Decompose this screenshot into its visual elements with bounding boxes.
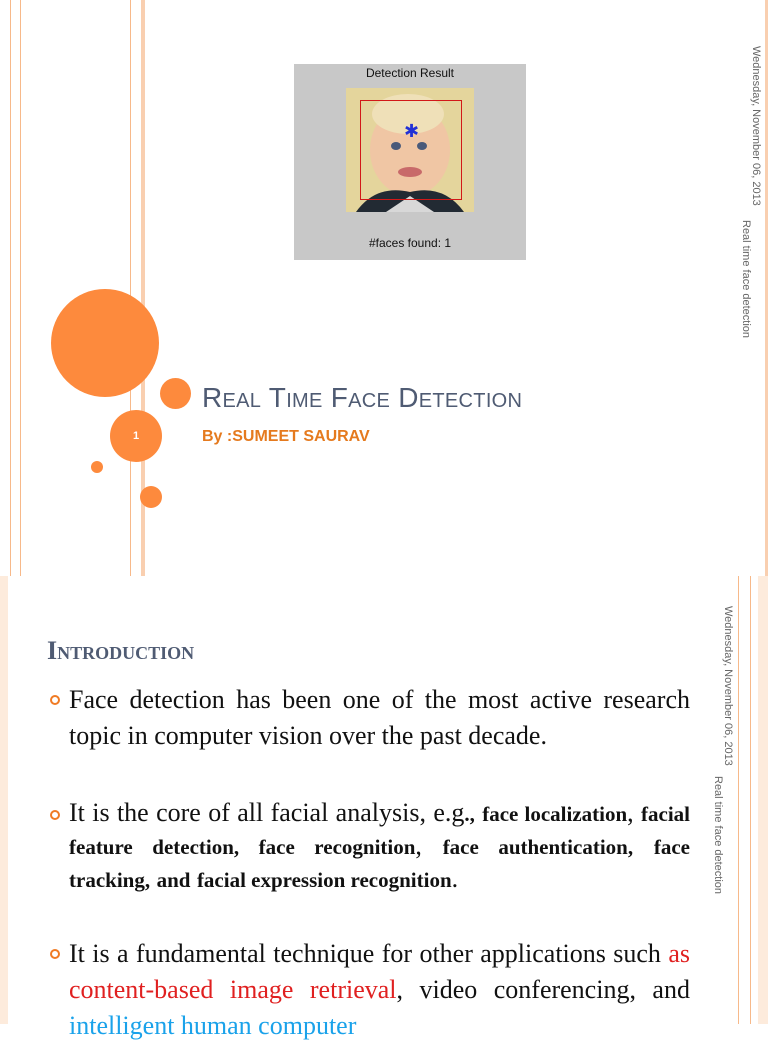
bullet-item	[50, 682, 690, 754]
slide-2	[0, 576, 768, 1040]
decor-line	[20, 0, 21, 576]
side-title: Real time face detection	[740, 220, 752, 339]
decor-circle	[140, 486, 162, 508]
bullet-circle-icon	[50, 949, 60, 959]
slide-number-badge	[110, 410, 162, 462]
decor-line	[10, 0, 11, 576]
decor-line	[738, 576, 739, 1024]
slide-subtitle: By :SUMEET SAURAV	[202, 428, 370, 445]
baby-photo	[346, 88, 474, 212]
bullet-item	[50, 936, 690, 1044]
bullet-text: It is a fundamental technique for other applications such as content-based image retrieval, video conferencing, and intelligent human computer	[69, 939, 690, 1040]
slide-title: Introduction	[47, 636, 195, 665]
decor-line	[750, 576, 751, 1024]
side-date: Wednesday, November 06, 2013	[722, 606, 734, 766]
detection-figure	[294, 64, 526, 260]
side-date: Wednesday, November 06, 2013	[750, 46, 762, 206]
face-center-marker-icon: ✱	[404, 121, 420, 141]
bullet-item	[50, 797, 690, 896]
bullet-text: Face detection has been one of the most active research topic in computer vision over the past decade.	[69, 685, 690, 750]
decor-circle	[91, 461, 103, 473]
bullet-circle-icon	[50, 810, 60, 820]
decor-line	[0, 576, 8, 1024]
side-title: Real time face detection	[712, 776, 724, 895]
detection-box	[360, 100, 462, 200]
slide-number: 1	[132, 430, 140, 442]
figure-title: Detection Result	[365, 66, 455, 80]
decor-circle	[51, 289, 159, 397]
bullet-circle-icon	[50, 695, 60, 705]
slide-title: Real Time Face Detection	[202, 382, 523, 413]
figure-caption: #faces found: 1	[368, 236, 452, 250]
decor-circle	[160, 378, 191, 409]
bullet-text: It is the core of all facial analysis, e.g., face localization, facial feature detection, face recognition, face authentication, face tracking, and facial expression recognition.	[69, 798, 690, 893]
decor-line	[758, 576, 768, 1024]
decor-line	[130, 0, 131, 576]
